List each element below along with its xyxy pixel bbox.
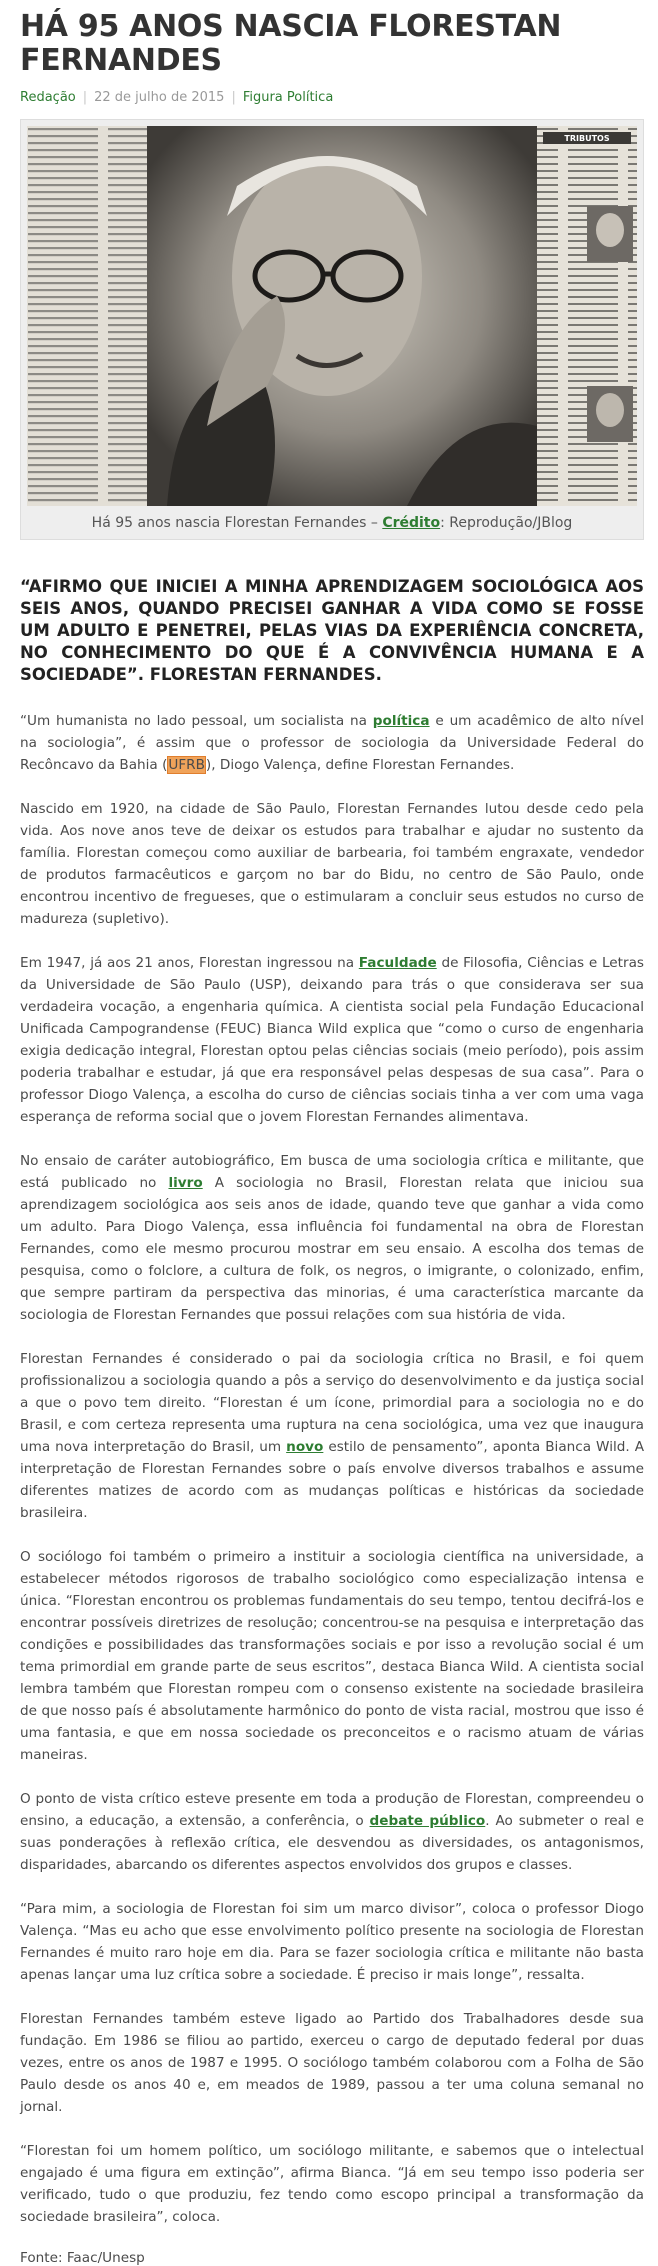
livro-link[interactable]: livro xyxy=(168,1175,203,1191)
paragraph: Nascido em 1920, na cidade de São Paulo, Florestan Fernandes lutou desde cedo pela vida. Aos nove anos teve de deixar os estudos para trabalhar e ajudar no sustento da família. Florestan começou como auxiliar de barbearia, foi também engraxate, vendedor de produtos farmacêuticos e garçom no bar do Bidu, no centro de São Paulo, onde encontrou incentivo de fregueses, que o estimularam a concluir seus estudos no curso de madureza (supletivo). xyxy=(20,801,644,927)
paragraph-text: O ponto de vista crítico esteve presente em toda a produção de Florestan, compreendeu o ensino, a educação, a extensão, a conferência, o xyxy=(20,1791,644,1829)
paragraph-text: A sociologia no Brasil, Florestan relata que iniciou sua aprendizagem sociológica aos seis anos de idade, quando teve que ganhar a vida como um adulto. Para Diogo Valença, essa influência foi fundamental na obra de Florestan Fernandes, como ele mesmo procurou mostrar em seu ensaio. A escolha dos temas de pesquisa, como o folclore, a cultura de folk, os negros, o imigrante, o colonizado, enfim, que sempre partiram da perspectiva das minorias, é uma característica marcante da sociologia de Florestan Fernandes que possui relações com sua história de vida. xyxy=(20,1175,644,1323)
paragraph-text: de Filosofia, Ciências e Letras da Universidade de São Paulo (USP), deixando para trás o que considerava ser sua verdadeira vocação, a engenharia química. A cientista social pela Fundação Educacional Unificada Campograndense (FEUC) Bianca Wild explica que “como o curso de engenharia exigia dedicação integral, Florestan optou pelas ciências sociais (meio período), pois assim poderia trabalhar e estudar, já que era responsável pelas despesas de sua casa”. Para o professor Diogo Valença, a escolha do curso de ciências sociais tinha a ver com uma vaga esperança de reforma social que o jovem Florestan Fernandes alimentava. xyxy=(20,955,644,1125)
caption-credit: : Reprodução/JBlog xyxy=(440,515,573,531)
figure-caption xyxy=(27,515,637,531)
paragraph: Florestan Fernandes também esteve ligado ao Partido dos Trabalhadores desde sua fundação. Em 1986 se filiou ao partido, exerceu o cargo de deputado federal por duas vezes, entre os anos de 1987 e 1995. O sociólogo também colaborou com a Folha de São Paulo desde os anos 40 e, em meados de 1989, passou a ter uma coluna semanal no jornal. xyxy=(20,2011,644,2115)
debate-publico-link[interactable]: debate público xyxy=(369,1813,486,1829)
paragraph xyxy=(20,952,644,1128)
featured-image-newspaper-clipping xyxy=(27,126,637,506)
article-title: HÁ 95 ANOS NASCIA FLORESTAN FERNANDES xyxy=(20,9,562,78)
paragraph-text: “Um humanista no lado pessoal, um socialista na xyxy=(20,713,373,729)
meta-separator: | xyxy=(231,90,236,105)
post-date: 22 de julho de 2015 xyxy=(94,90,225,105)
politica-link[interactable]: política xyxy=(372,713,430,729)
pull-quote: “AFIRMO QUE INICIEI A MINHA APRENDIZAGEM SOCIOLÓGICA AOS SEIS ANOS, QUANDO PRECISEI GANHAR A VIDA COMO SE FOSSE UM ADULTO E PENETREI, PELAS VIAS DA EXPERIÊNCIA CONCRETA, NO CONHECIMENTO DO QUE É A CONVIVÊNCIA HUMANA E A SOCIEDADE”. FLORESTAN FERNANDES. xyxy=(20,577,644,684)
article-meta xyxy=(20,90,644,105)
sidebar-heading: TRIBUTOS xyxy=(564,134,610,143)
paragraph-text: e um acadêmico de alto nível na sociologia”, é assim que o professor de sociologia da Universidade Federal do Recôncavo da Bahia ( xyxy=(20,713,644,773)
paragraph-text: estilo de pensamento”, aponta Bianca Wild. A interpretação de Florestan Fernandes sobre o país envolve diversos trabalhos e assume diferentes matizes de acordo com as mudanças políticas e históricas da sociedade brasileira. xyxy=(20,1439,644,1521)
paragraph xyxy=(20,1150,644,1326)
paragraph-text: ), Diogo Valença, define Florestan Fernandes. xyxy=(205,757,515,773)
category-link[interactable]: Figura Política xyxy=(242,90,334,105)
paragraph: O sociólogo foi também o primeiro a instituir a sociologia científica na universidade, a estabelecer métodos rigorosos de trabalho sociológico como especialização intensa e única. “Florestan encontrou os problemas fundamentais do seu tempo, tentou decifrá-los e encontrar possíveis diretrizes de resolução; concentrou-se na pesquisa e interpretação das condições e possibilidades das transformações sociais e por isso a revolução social é um tema primordial em grande parte de seus escritos”, destaca Bianca Wild. A cientista social lembra também que Florestan rompeu com o consenso existente na sociedade brasileira de que nosso país é absolutamente harmônico do ponto de vista racial, mostrou que isso é uma fantasia, e que em nossa sociedade os preconceitos e o racismo atuam de várias maneiras. xyxy=(20,1549,644,1763)
paragraph: “Florestan foi um homem político, um sociólogo militante, e sabemos que o intelectual engajado é uma figura em extinção”, afirma Bianca. “Já em seu tempo isso poderia ser verificado, tudo o que produziu, fez tendo como escopo principal a transformação da sociedade brasileira”, coloca. xyxy=(20,2143,644,2225)
newspaper-photo-graphic xyxy=(27,126,637,506)
paragraph-text: No ensaio de caráter autobiográfico, Em busca de uma sociologia crítica e militante, que está publicado no xyxy=(20,1153,644,1191)
highlighted-acronym: UFRB xyxy=(168,757,205,773)
paragraph-text: Florestan Fernandes é considerado o pai da sociologia crítica no Brasil, e foi quem profissionalizou a sociologia quando a pôs a serviço do desenvolvimento e da justiça social a que o povo tem direito. “Florestan é um ícone, primordial para a sociologia no e do Brasil, e com certeza representa uma ruptura na cena sociológica, uma vez que inaugura uma nova interpretação do Brasil, um xyxy=(20,1351,644,1455)
paragraph xyxy=(20,1788,644,1876)
paragraph-text: Em 1947, já aos 21 anos, Florestan ingressou na xyxy=(20,955,359,971)
author-link[interactable]: Redação xyxy=(20,90,76,105)
paragraph xyxy=(20,710,644,776)
meta-separator: | xyxy=(82,90,88,105)
featured-figure xyxy=(20,119,644,540)
paragraph-text: . Ao submeter o real e suas ponderações à reflexão crítica, ele desvendou as diversidades, os antagonismos, disparidades, abarcando os diferentes aspectos envolvidos dos grupos e classes. xyxy=(20,1813,644,1873)
faculdade-link[interactable]: Faculdade xyxy=(358,955,437,971)
paragraph: “Para mim, a sociologia de Florestan foi sim um marco divisor”, coloca o professor Diogo Valença. “Mas eu acho que esse envolvimento político presente na sociologia de Florestan Fernandes é muito raro hoje em dia. Para se fazer sociologia crítica e militante não basta apenas lançar uma luz crítica sobre a sociedade. É preciso ir mais longe”, ressalta. xyxy=(20,1901,644,1983)
credit-link[interactable]: Crédito xyxy=(382,515,441,531)
source-note: Fonte: Faac/Unesp xyxy=(20,2250,145,2266)
caption-text: Há 95 anos nascia Florestan Fernandes – xyxy=(91,515,383,531)
novo-link[interactable]: novo xyxy=(286,1439,324,1455)
paragraph xyxy=(20,1348,644,1524)
